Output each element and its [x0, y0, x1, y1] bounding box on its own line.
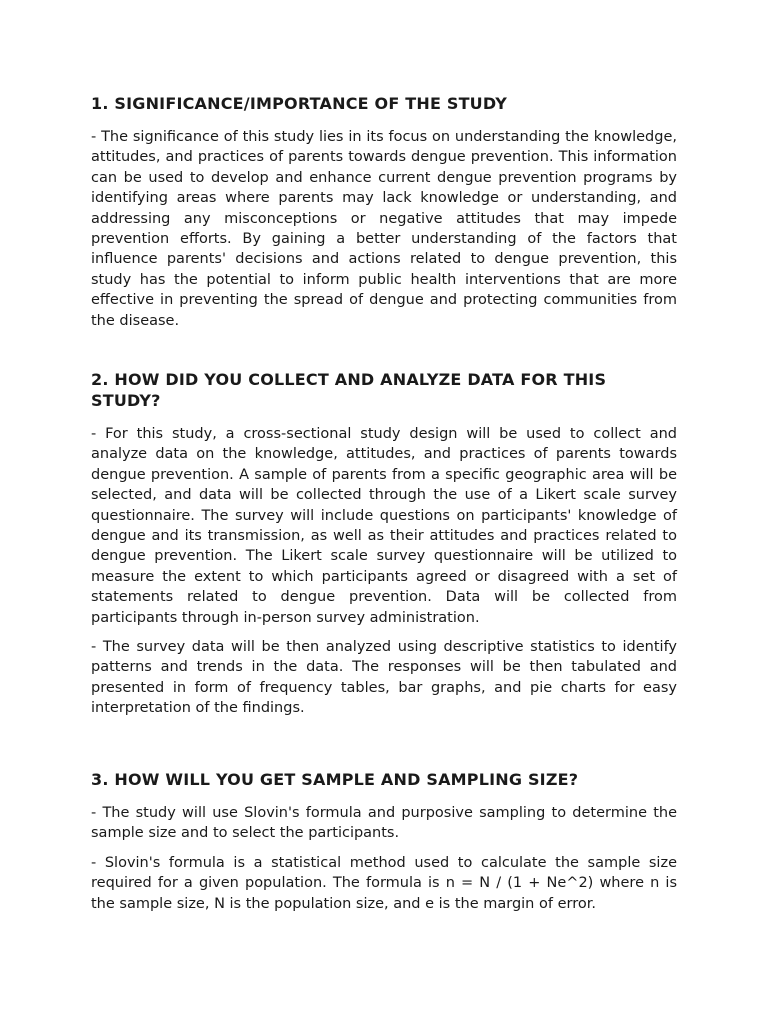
document-page: [91, 93, 677, 923]
section-data-collection: [91, 369, 677, 769]
paragraph: - The significance of this study lies in its focus on understanding the knowledge, attitudes, and practices of parents towards dengue prevention. This information can be used to develop and enhance current dengue prevention programs by identifying areas where parents may lack knowledge or understanding, and addressing any misconceptions or negative attitudes that may impede prevention efforts. By gaining a better understanding of the factors that influence parents' decisions and actions related to dengue prevention, this study has the potential to inform public health interventions that are more effective in preventing the spread of dengue and protecting communities from the disease.: [91, 129, 677, 329]
section-sampling: [91, 769, 677, 914]
paragraph: - Slovin's formula is a statistical method used to calculate the sample size required for a given population. The formula is n = N / (1 + Ne^2) where n is the sample size, N is the population size, and e is the margin of error.: [91, 854, 677, 912]
section-heading: 2. HOW DID YOU COLLECT AND ANALYZE DATA FOR THIS STUDY?: [91, 370, 607, 410]
paragraph: - The survey data will be then analyzed using descriptive statistics to identify patterns and trends in the data. The responses will be then tabulated and presented in form of frequency tables, bar graphs, and pie charts for easy interpretation of the findings.: [91, 639, 677, 717]
paragraph: - The study will use Slovin's formula and purposive sampling to determine the sample size and to select the participants.: [91, 805, 677, 842]
section-heading: 3. HOW WILL YOU GET SAMPLE AND SAMPLING SIZE?: [91, 770, 579, 789]
paragraph: - For this study, a cross-sectional study design will be used to collect and analyze data on the knowledge, attitudes, and practices of parents towards dengue prevention. A sample of parents from a specific geographic area will be selected, and data will be collected through the use of a Likert scale survey questionnaire. The survey will include questions on participants' knowledge of dengue and its transmission, as well as their attitudes and practices related to dengue prevention. The Likert scale survey questionnaire will be utilized to measure the extent to which participants agreed or disagreed with a set of statements related to dengue prevention. Data will be collected from participants through in-person survey administration.: [91, 426, 677, 626]
section-significance: [91, 93, 677, 369]
section-heading: 1. SIGNIFICANCE/IMPORTANCE OF THE STUDY: [91, 94, 507, 113]
